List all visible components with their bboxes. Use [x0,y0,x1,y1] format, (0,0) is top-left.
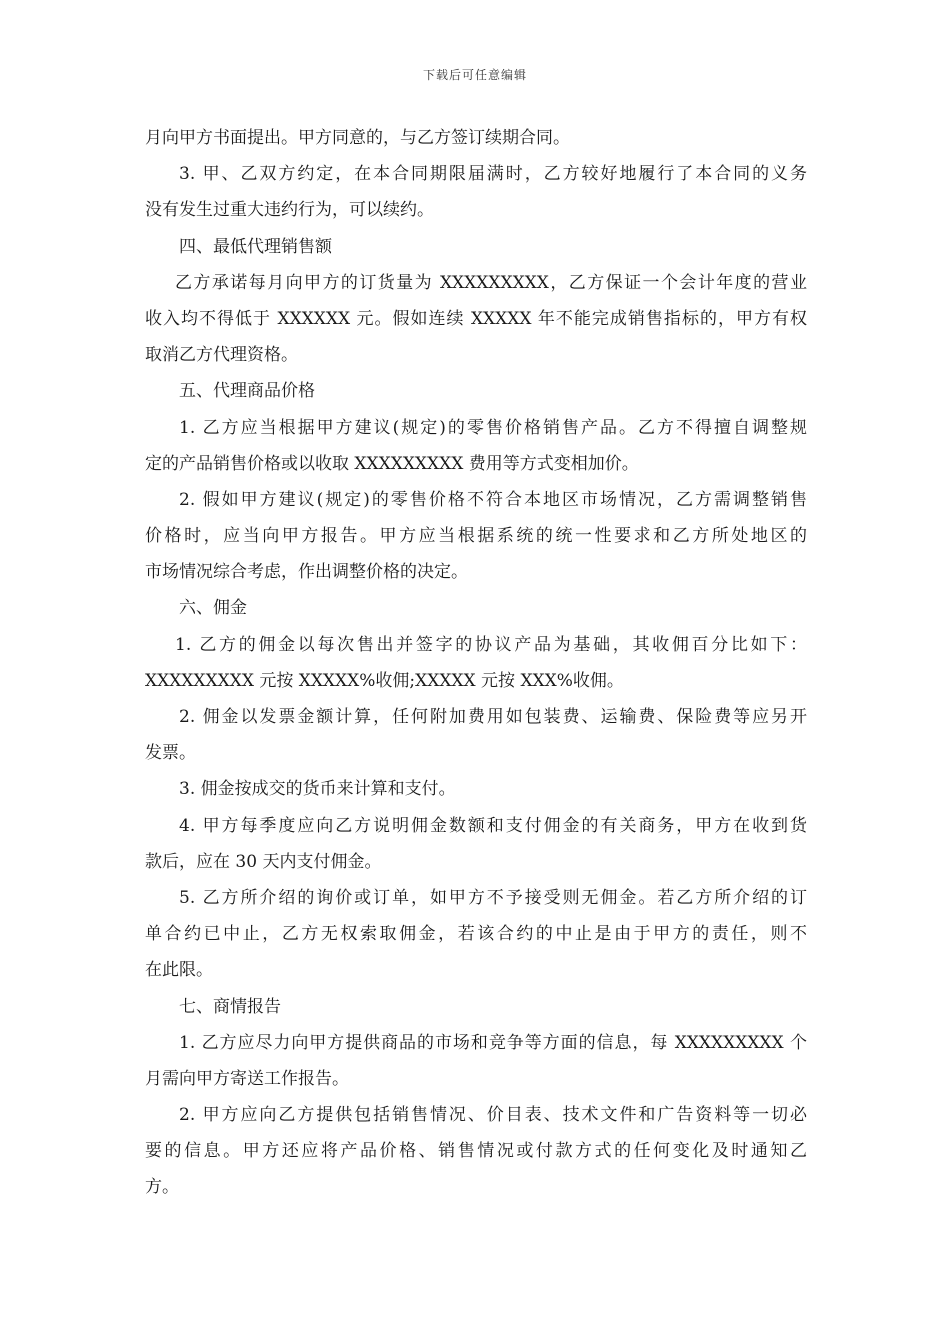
text-line: 1. 乙方的佣金以每次售出并签字的协议产品为基础，其收佣百分比如下： [175,634,807,655]
text-line: 要的信息。甲方还应将产品价格、销售情况或付款方式的任何变化及时通知乙 [145,1141,807,1162]
text-line: 市场情况综合考虑，作出调整价格的决定。 [145,562,468,583]
text-line: 发票。 [145,743,196,764]
text-line: 1. 乙方应尽力向甲方提供商品的市场和竞争等方面的信息，每 XXXXXXXXX 个 [179,1032,807,1053]
text-line: 没有发生过重大违约行为，可以续约。 [145,200,434,221]
text-line: 1. 乙方应当根据甲方建议(规定)的零售价格销售产品。乙方不得擅自调整规 [179,417,807,438]
text-line: 2. 佣金以发票金额计算，任何附加费用如包装费、运输费、保险费等应另开 [179,707,807,727]
text-line: 七、商情报告 [179,996,281,1017]
text-line: 3. 佣金按成交的货币来计算和支付。 [179,779,456,800]
text-line: 5. 乙方所介绍的询价或订单，如甲方不予接受则无佣金。若乙方所介绍的订 [179,887,807,908]
text-line: 4. 甲方每季度应向乙方说明佣金数额和支付佣金的有关商务，甲方在收到货 [179,815,807,836]
text-line: 乙方承诺每月向甲方的订货量为 XXXXXXXXX，乙方保证一个会计年度的营业 [175,272,807,293]
page-header-note: 下载后可任意编辑 [422,68,527,82]
text-line: 定的产品销售价格或以收取 XXXXXXXXX 费用等方式变相加价。 [145,453,639,474]
text-line: 五、代理商品价格 [179,381,315,402]
text-line: 款后，应在 30 天内支付佣金。 [145,851,382,872]
text-line: 四、最低代理销售额 [179,236,332,257]
text-line: 月需向甲方寄送工作报告。 [145,1068,349,1089]
document-body [145,120,807,1206]
text-line: 价格时，应当向甲方报告。甲方应当根据系统的统一性要求和乙方所处地区的 [145,526,807,547]
text-line: 收入均不得低于 XXXXXX 元。假如连续 XXXXX 年不能完成销售指标的，甲方有权 [145,308,807,329]
text-line: 2. 甲方应向乙方提供包括销售情况、价目表、技术文件和广告资料等一切必 [179,1105,807,1126]
text-line: 方。 [145,1177,179,1198]
text-line: 单合约已中止，乙方无权索取佣金，若该合约的中止是由于甲方的责任，则不 [145,924,807,945]
text-line: XXXXXXXXX 元按 XXXXX%收佣;XXXXX 元按 XXX%收佣。 [145,670,624,691]
text-line: 六、佣金 [179,598,247,619]
text-line: 在此限。 [145,960,213,981]
text-line: 月向甲方书面提出。甲方同意的，与乙方签订续期合同。 [145,128,570,148]
text-line: 取消乙方代理资格。 [145,345,298,366]
text-line: 2. 假如甲方建议(规定)的零售价格不符合本地区市场情况，乙方需调整销售 [179,489,807,510]
text-line: 3. 甲、乙双方约定，在本合同期限届满时，乙方较好地履行了本合同的义务 [179,164,807,185]
